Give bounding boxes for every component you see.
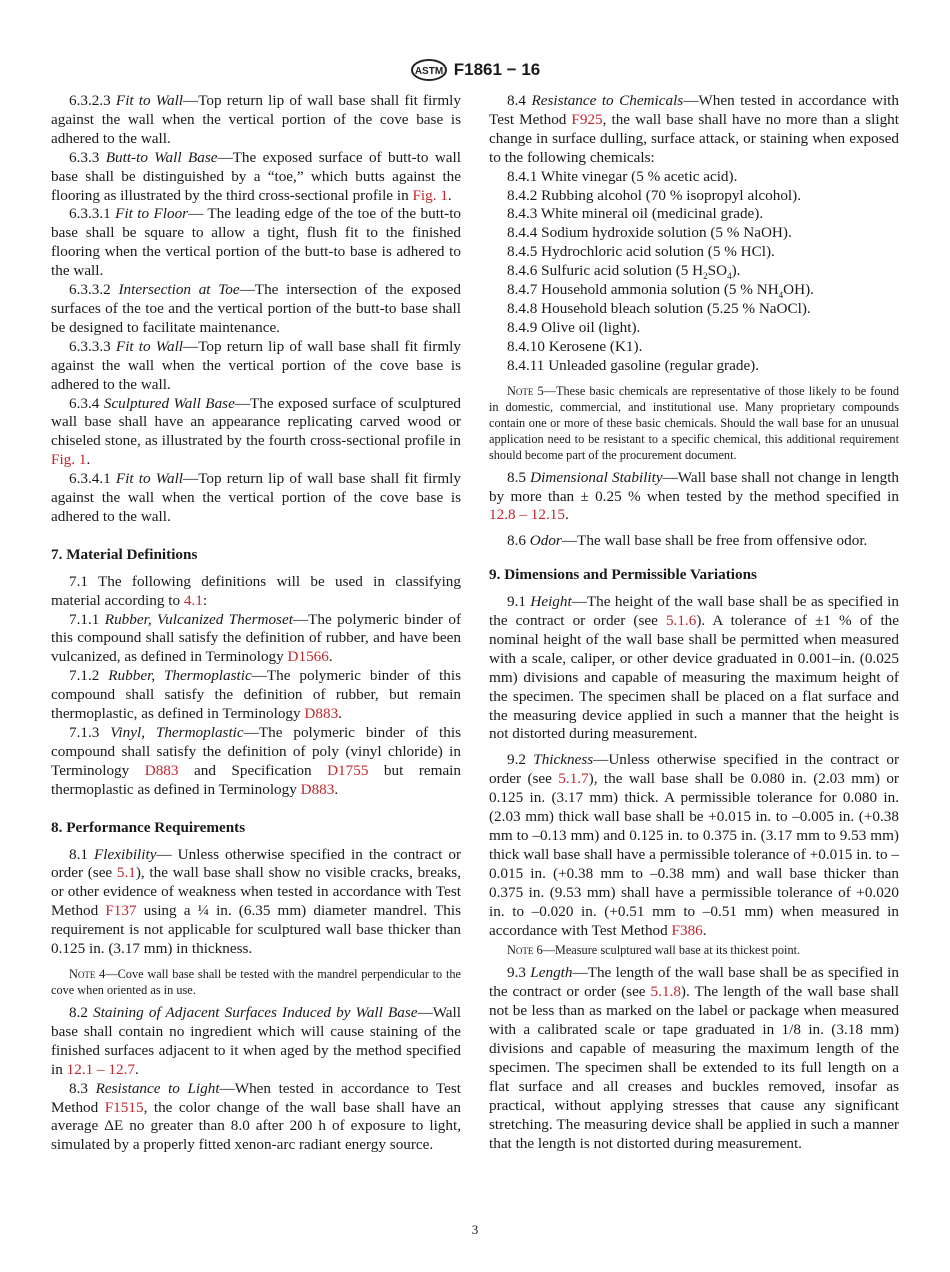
heading-7: 7. Material Definitions (51, 545, 198, 563)
section-7-1-2: 7.1.2 Rubber, Thermoplastic—The polymeric binder of this compound shall satisfy the definition of rubber, but remain thermoplastic, as defined in Terminology D883. (51, 667, 461, 723)
note-4: Note 4—Cove wall base shall be tested with the mandrel perpendicular to the cove when oriented as in use. (51, 966, 461, 997)
chemical-item: 8.4.10 Kerosene (K1). (507, 337, 643, 355)
section-8-4: 8.4 Resistance to Chemicals—When tested in accordance with Test Method F925, the wall base shall have no more than a slight change in surface dulling, surface attack, or staining when exposed to the following chemicals: (489, 92, 899, 166)
right-column (489, 92, 899, 1154)
section-8-1: 8.1 Flexibility— Unless otherwise specified in the contract or order (see 5.1), the wall base shall show no visible cracks, breaks, or other evidence of weakness when tested in accordance with Test Method F137 using a ¼ in. (6.35 mm) diameter mandrel. This requirement is not applicable for sculptured wall base thicker than 0.125 in. (3.17 mm) in thickness. (51, 845, 462, 958)
ref-5-1-7-link[interactable]: 5.1.7 (558, 770, 589, 788)
heading-8: 8. Performance Requirements (51, 818, 246, 836)
section-9-1: 9.1 Height—The height of the wall base shall be as specified in the contract or order (see 5.1.6). A tolerance of ±1 % of the nominal height of the wall base shall be permitted when measured with a scale, caliper, or other device graduated in 0.001–in. (0.025 mm) divisions and capable of measuring the maximum height of the specimen. The specimen shall be placed on a flat surface and the measuring device applied in such a manner that the height is not distorted during measurement. (489, 593, 899, 743)
astm-logo-icon (410, 59, 448, 81)
d1566-link[interactable]: D1566 (287, 648, 329, 666)
d883-link[interactable]: D883 (144, 761, 179, 779)
fig-1-link[interactable]: Fig. 1 (51, 451, 87, 469)
section-6-3-3: 6.3.3 Butt-to Wall Base—The exposed surface of butt-to wall base shall be distinguished by a “toe,” which butts against the flooring as illustrated by the third cross-sectional profile in Fig. 1. (51, 148, 461, 204)
ref-5-1-6-link[interactable]: 5.1.6 (665, 612, 697, 630)
chemical-item: 8.4.3 White mineral oil (medicinal grade). (507, 205, 764, 223)
section-6-3-4-1: 6.3.4.1 Fit to Wall—Top return lip of wall base shall fit firmly against the wall when the vertical portion of the cove base is adhered to the wall. (51, 470, 461, 525)
ref-5-1-link[interactable]: 5.1 (116, 864, 136, 882)
f1515-link[interactable]: F1515 (104, 1098, 144, 1116)
chemical-item: 8.4.1 White vinegar (5 % acetic acid). (507, 167, 738, 185)
section-6-3-3-3: 6.3.3.3 Fit to Wall—Top return lip of wall base shall fit firmly against the wall when the vertical portion of the cove base is adhered to the wall. (51, 337, 461, 393)
svg-text:ASTM: ASTM (414, 66, 443, 77)
chemical-item: 8.4.9 Olive oil (light). (507, 318, 641, 336)
note-5: Note 5—These basic chemicals are representative of those likely to be found in domestic, commercial, and institutional use. Many proprietary compounds contain one or more of these basic chemicals. Should the wall base for an unusual application need to be resistant to a specific chemical, this additional requirement should become part of the procurement document. (489, 383, 899, 462)
chemical-item: 8.4.11 Unleaded gasoline (regular grade). (507, 356, 760, 374)
section-6-3-4: 6.3.4 Sculptured Wall Base—The exposed surface of sculptured wall base shall have an appearance replicating carved wood or chiseled stone, as illustrated by the fourth cross-sectional profile in Fig. 1. (51, 394, 462, 469)
left-column (51, 92, 461, 1155)
section-7-1: 7.1 The following definitions will be used in classifying material according to 4.1: (51, 572, 461, 609)
section-7-1-1: 7.1.1 Rubber, Vulcanized Thermoset—The polymeric binder of this compound shall satisfy the definition of rubber, and have been vulcanized, as defined in Terminology D1566. (51, 610, 462, 666)
section-6-3-3-2: 6.3.3.2 Intersection at Toe—The intersection of the exposed surfaces of the toe and the vertical portion of the butt-to base shall be designed to facilitate maintenance. (51, 281, 462, 336)
ref-5-1-8-link[interactable]: 5.1.8 (650, 983, 681, 1001)
chemical-item: 8.4.6 Sulfuric acid solution (5 $H_2SO_4$). (507, 262, 741, 282)
section-9-3: 9.3 Length—The length of the wall base shall be as specified in the contract or order (see 5.1.8). The length of the wall base shall not be less than as marked on the label or package when measured with a calibrated scale or tape graduated in 1/8 in. (3.18 mm) divisions and capable of measuring the maximum length of the specimen. The specimen shall be extended to its full length on a flat surface and all creases and buckles removed, insofar as practical, without applying stresses that cause any significant stretching. The measuring device shall be applied in such a manner that the length is not distorted during measurement. (489, 964, 899, 1152)
page-header (0, 58, 950, 82)
section-8-3: 8.3 Resistance to Light—When tested in accordance to Test Method F1515, the color change of the wall base shall have an average ΔE no greater than 8.0 after 200 h of exposure to light, simulated by a properly fitted xenon-arc radiant energy source. (51, 1079, 461, 1154)
f137-link[interactable]: F137 (105, 902, 137, 920)
f386-link[interactable]: F386 (671, 921, 703, 939)
section-8-2: 8.2 Staining of Adjacent Surfaces Induced by Wall Base—Wall base shall contain no ingredient which will cause staining of the finished surfaces adjacent to it when aged by the method specified in 12.1 – 12.7. (51, 1003, 461, 1078)
section-6-3-3-1: 6.3.3.1 Fit to Floor— The leading edge of the toe of the butt-to base shall be square to allow a tight, flush fit to the finished flooring when the vertical portion of the butt-to base is adhered to the wall. (51, 205, 462, 280)
ref-4-1-link[interactable]: 4.1 (183, 591, 203, 609)
ref-12-1-12-7-link[interactable]: 12.1 – 12.7 (66, 1060, 135, 1078)
chemical-item: 8.4.7 Household ammonia solution (5 % $NH_4OH$). (507, 281, 814, 301)
chemical-item: 8.4.2 Rubbing alcohol (70 % isopropyl alcohol). (507, 186, 802, 204)
section-8-5: 8.5 Dimensional Stability—Wall base shall not change in length by more than ± 0.25 % when tested by the method specified in 12.8 – 12.15. (489, 468, 900, 524)
d1755-link[interactable]: D1755 (327, 761, 369, 779)
fig-1-link[interactable]: Fig. 1 (412, 186, 448, 204)
document-designation: F1861 − 16 (453, 60, 541, 79)
chemical-item: 8.4.5 Hydrochloric acid solution (5 % HCl). (507, 243, 775, 261)
heading-9: 9. Dimensions and Permissible Variations (489, 566, 757, 584)
chemical-item: 8.4.8 Household bleach solution (5.25 % NaOCl). (507, 299, 811, 317)
note-6: Note 6—Measure sculptured wall base at its thickest point. (507, 943, 801, 958)
section-7-1-3: 7.1.3 Vinyl, Thermoplastic—The polymeric binder of this compound shall satisfy the definition of poly (vinyl chloride) in Terminology D883 and Specification D1755 but remain thermoplastic as defined in Terminology D883. (51, 724, 462, 798)
section-8-6: 8.6 Odor—The wall base shall be free from offensive odor. (507, 532, 868, 550)
d883-link[interactable]: D883 (304, 705, 339, 723)
page-number: 3 (471, 1222, 479, 1237)
section-6-3-2-3: 6.3.2.3 Fit to Wall—Top return lip of wall base shall fit firmly against the wall when the vertical portion of the cove base is adhered to the wall. (51, 92, 461, 147)
chemical-item: 8.4.4 Sodium hydroxide solution (5 % NaOH). (507, 224, 792, 242)
section-9-2: 9.2 Thickness—Unless otherwise specified in the contract or order (see 5.1.7), the wall base shall be 0.080 in. (2.03 mm) or 0.125 in. (3.17 mm) thick. A permissible tolerance for 0.080 in. (2.03 mm) thick wall base shall be +0.015 in. to –0.005 in. (+0.38 mm to –0.13 mm) and 0.125 in. to 0.375 in. (3.17 mm to 9.53 mm) thick wall base shall have a permissible tolerance of +0.015 in. to –0.015 in. (+0.38 mm to –0.38 mm) and wall base thicker than 0.375 in. (9.53 mm) shall have a permissible tolerance of +0.020 in. to –0.020 in. (+0.51 mm to –0.51 mm) when measured in accordance with Test Method F386. (489, 751, 900, 939)
ref-12-8-12-15-link[interactable]: 12.8 – 12.15 (489, 506, 565, 524)
d883-link[interactable]: D883 (300, 780, 335, 798)
f925-link[interactable]: F925 (571, 110, 603, 128)
